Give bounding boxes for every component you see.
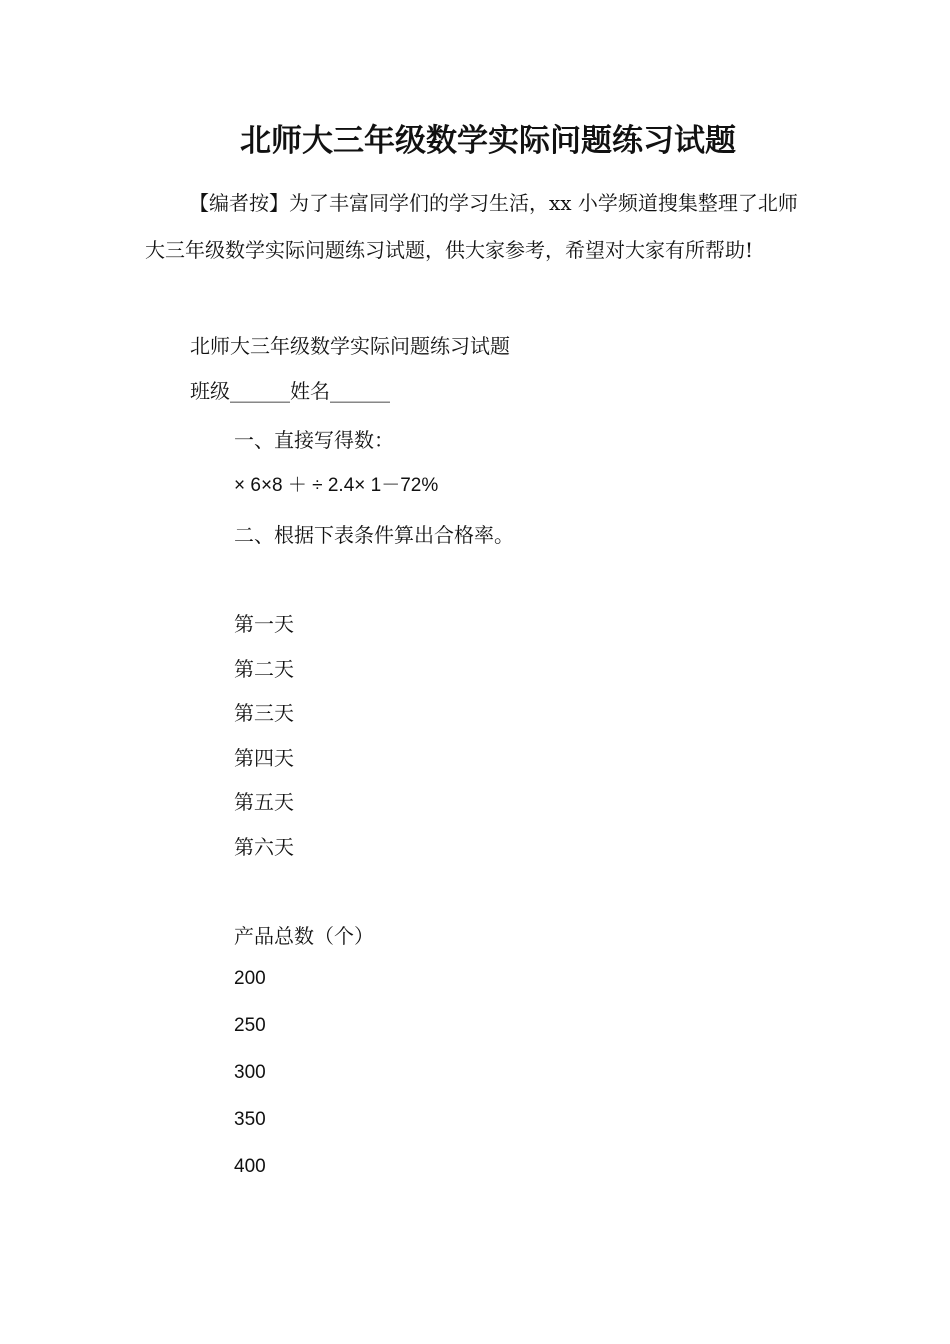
product-total-value: 250: [234, 1015, 266, 1036]
day-label: 第四天: [234, 745, 294, 770]
product-total-value: 200: [234, 968, 266, 989]
product-total-header: 产品总数（个）: [234, 924, 374, 948]
day-label: 第六天: [234, 834, 294, 859]
document-title: 北师大三年级数学实际问题练习试题: [240, 123, 736, 159]
editor-note-paragraph: 【编者按】为了丰富同学们的学习生活，xx 小学频道搜集整理了北师大三年级数学实际问题练习试题，供大家参考，希望对大家有所帮助!: [145, 191, 798, 262]
section2-heading: 二、根据下表条件算出合格率。: [234, 523, 514, 547]
day-label: 第三天: [234, 701, 294, 726]
days-list: [234, 609, 294, 877]
section1-expression: × 6×8 ＋ ÷ 2.4× 1－72%: [234, 475, 439, 496]
worksheet-subtitle: 北师大三年级数学实际问题练习试题: [190, 334, 510, 358]
day-label: 第二天: [234, 656, 294, 681]
product-totals-list: [234, 964, 266, 1199]
product-total-value: 300: [234, 1062, 266, 1083]
day-label: 第一天: [234, 612, 294, 636]
class-name-fill-line: 班级______姓名______: [190, 379, 390, 403]
product-total-value: 350: [234, 1109, 266, 1130]
day-label: 第五天: [234, 790, 294, 815]
section1-heading: 一、直接写得数：: [234, 428, 394, 452]
product-total-value: 400: [234, 1156, 266, 1177]
